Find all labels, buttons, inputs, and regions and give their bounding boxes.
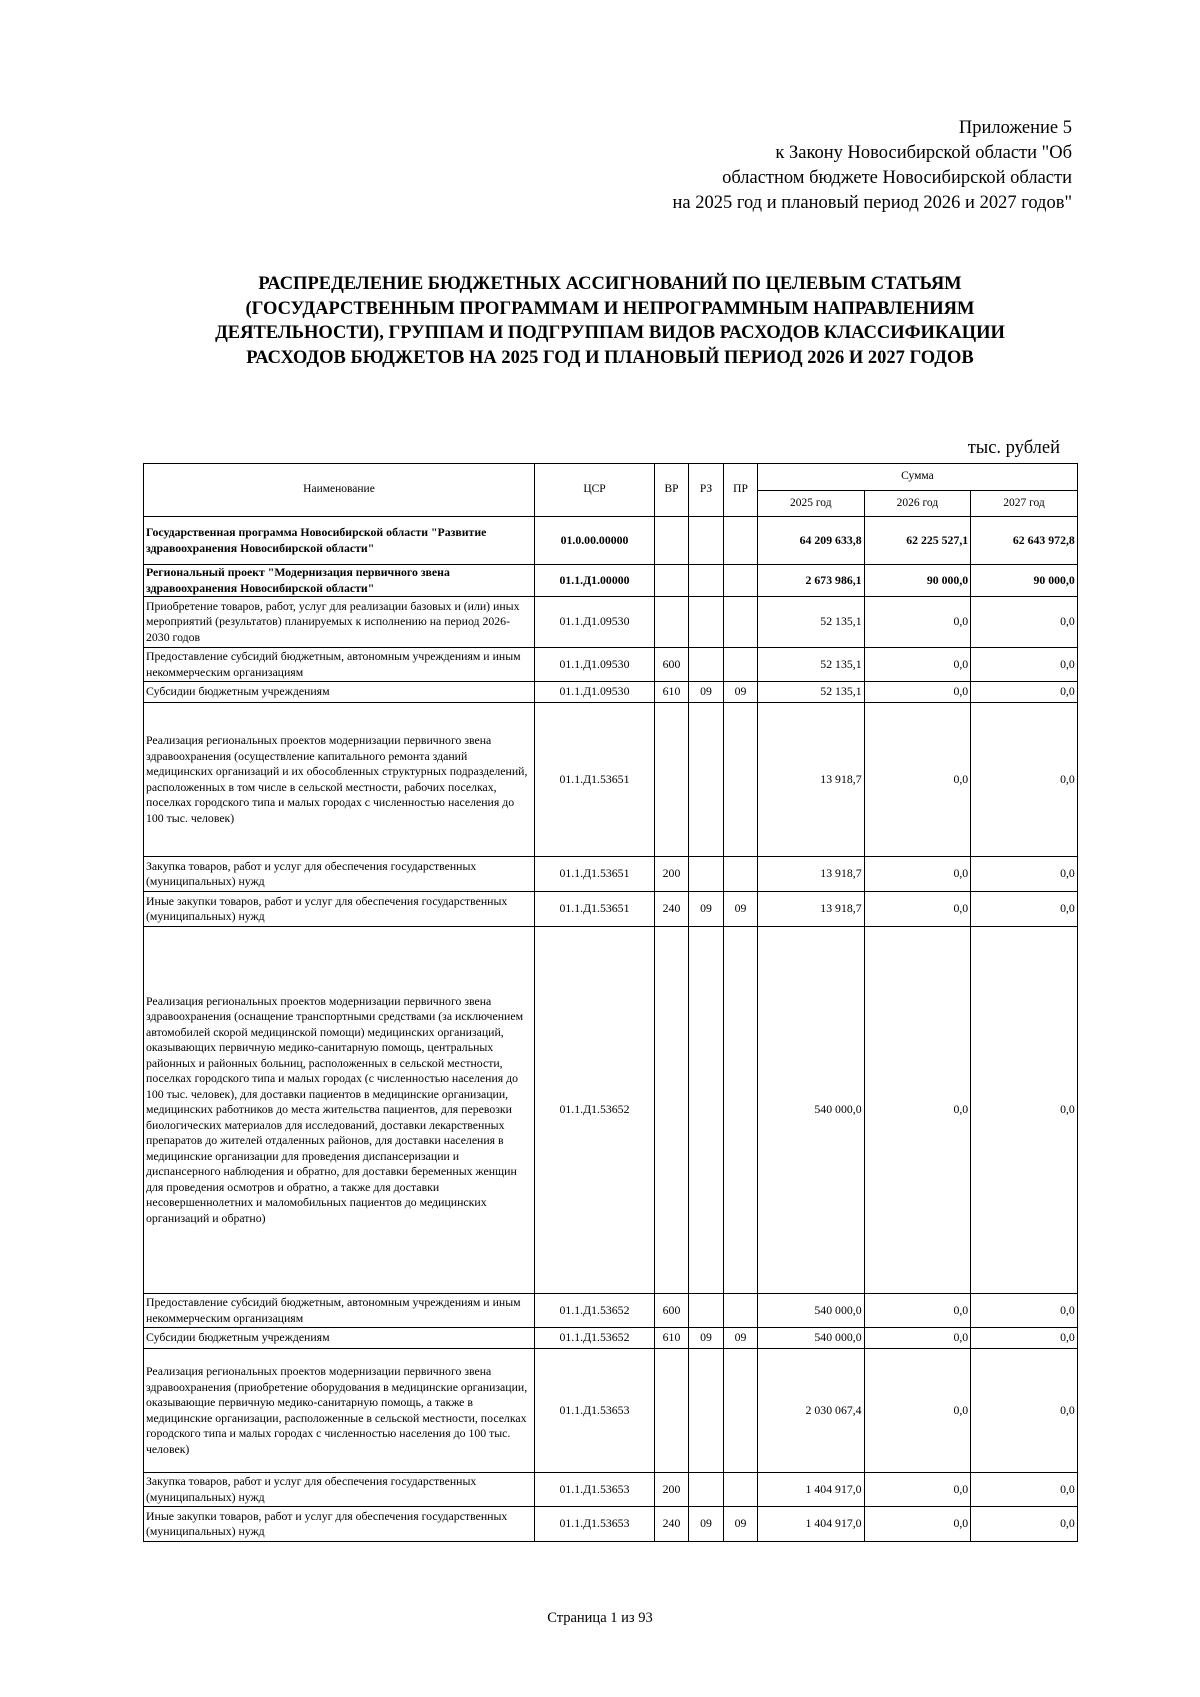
row-rz: 09	[689, 682, 724, 703]
row-2026: 0,0	[864, 1294, 971, 1328]
row-rz	[689, 648, 724, 682]
row-name: Закупка товаров, работ и услуг для обеспечения государственных (муниципальных) нужд	[144, 1473, 535, 1507]
row-csr: 01.1.Д1.09530	[535, 648, 655, 682]
row-2025: 13 918,7	[758, 857, 865, 892]
row-rz	[689, 1349, 724, 1473]
row-2026: 0,0	[864, 1349, 971, 1473]
row-rz	[689, 597, 724, 648]
row-2025: 52 135,1	[758, 648, 865, 682]
row-vr	[655, 1349, 689, 1473]
row-vr: 610	[655, 682, 689, 703]
row-2026: 62 225 527,1	[864, 517, 971, 565]
row-rz	[689, 857, 724, 892]
row-rz	[689, 565, 724, 597]
row-rz	[689, 1294, 724, 1328]
row-csr: 01.1.Д1.53652	[535, 927, 655, 1294]
row-vr: 610	[655, 1328, 689, 1349]
row-2025: 2 673 986,1	[758, 565, 865, 597]
row-2026: 0,0	[864, 1507, 971, 1542]
row-name: Иные закупки товаров, работ и услуг для обеспечения государственных (муниципальных) нужд	[144, 892, 535, 927]
row-name: Приобретение товаров, работ, услуг для реализации базовых и (или) иных мероприятий (результатов) планируемых к исполнению на период 2026-2030 годов	[144, 597, 535, 648]
header-2026: 2026 год	[864, 491, 971, 517]
row-2026: 0,0	[864, 682, 971, 703]
row-2027: 0,0	[971, 1473, 1078, 1507]
row-2025: 52 135,1	[758, 682, 865, 703]
row-csr: 01.1.Д1.00000	[535, 565, 655, 597]
row-2027: 0,0	[971, 648, 1078, 682]
row-2027: 0,0	[971, 892, 1078, 927]
row-2027: 0,0	[971, 857, 1078, 892]
row-vr	[655, 597, 689, 648]
appendix-line: к Закону Новосибирской области "Об	[775, 143, 1072, 163]
row-csr: 01.1.Д1.53653	[535, 1473, 655, 1507]
row-2025: 1 404 917,0	[758, 1473, 865, 1507]
row-csr: 01.1.Д1.09530	[535, 597, 655, 648]
row-2025: 2 030 067,4	[758, 1349, 865, 1473]
row-vr	[655, 927, 689, 1294]
row-pr	[724, 1349, 758, 1473]
row-2027: 0,0	[971, 927, 1078, 1294]
units-label: тыс. рублей	[967, 438, 1060, 458]
row-2025: 540 000,0	[758, 927, 865, 1294]
row-name: Государственная программа Новосибирской области "Развитие здравоохранения Новосибирской области"	[144, 517, 535, 565]
row-name: Региональный проект "Модернизация первичного звена здравоохранения Новосибирской области"	[144, 565, 535, 597]
row-2026: 0,0	[864, 927, 971, 1294]
row-2027: 90 000,0	[971, 565, 1078, 597]
header-sum: Сумма	[758, 464, 1078, 491]
row-vr: 600	[655, 648, 689, 682]
row-name: Субсидии бюджетным учреждениям	[144, 682, 535, 703]
row-name: Реализация региональных проектов модернизации первичного звена здравоохранения (осуществление капитального ремонта зданий медицинских организаций и их обособленных структурных подразделений, расположенных в том числе в сельской местности, рабочих поселках, поселках городского типа и малых городах с численностью населения до 100 тыс. человек)	[144, 703, 535, 857]
row-2025: 52 135,1	[758, 597, 865, 648]
page-number: Страница 1 из 93	[547, 1610, 653, 1626]
row-pr	[724, 703, 758, 857]
row-2026: 0,0	[864, 648, 971, 682]
row-2027: 0,0	[971, 1349, 1078, 1473]
row-vr	[655, 565, 689, 597]
row-name: Реализация региональных проектов модернизации первичного звена здравоохранения (приобретение оборудования в медицинские организации, оказывающие первичную медико-санитарную помощь, а также в медицинские организации, расположенные в сельской местности, поселках городского типа и малых городах с численностью населения до 100 тыс. человек)	[144, 1349, 535, 1473]
row-pr	[724, 648, 758, 682]
row-vr	[655, 517, 689, 565]
row-pr	[724, 565, 758, 597]
row-rz: 09	[689, 1328, 724, 1349]
row-pr	[724, 1294, 758, 1328]
row-2026: 0,0	[864, 1473, 971, 1507]
document-title	[140, 272, 1080, 370]
table-row	[144, 1473, 1078, 1507]
table-row	[144, 1507, 1078, 1542]
row-pr: 09	[724, 1328, 758, 1349]
table-row	[144, 565, 1078, 597]
header-name: Наименование	[144, 464, 535, 517]
row-csr: 01.1.Д1.53651	[535, 703, 655, 857]
row-csr: 01.1.Д1.53651	[535, 892, 655, 927]
row-name: Закупка товаров, работ и услуг для обеспечения государственных (муниципальных) нужд	[144, 857, 535, 892]
row-csr: 01.1.Д1.09530	[535, 682, 655, 703]
row-2026: 0,0	[864, 703, 971, 857]
row-name: Реализация региональных проектов модернизации первичного звена здравоохранения (оснащение транспортными средствами (за исключением автомобилей скорой медицинской помощи) медицинских организаций, оказывающих первичную медико-санитарную помощь, центральных районных и районных больниц, расположенных в сельской местности, поселках городского типа и малых городах (с численностью населения до 100 тыс. человек), для доставки пациентов в медицинские организации, медицинских работников до места жительства пациентов, для перевозки биологических материалов для исследований, доставки лекарственных препаратов до жителей отдаленных районов, для доставки населения в медицинские организации для проведения диспансеризации и диспансерного наблюдения и обратно, для доставки беременных женщин для проведения осмотров и обратно, а также для доставки несовершеннолетних и маломобильных пациентов до медицинских организаций и обратно)	[144, 927, 535, 1294]
row-rz: 09	[689, 892, 724, 927]
row-2027: 0,0	[971, 597, 1078, 648]
row-vr	[655, 703, 689, 857]
row-name: Предоставление субсидий бюджетным, автономным учреждениям и иным некоммерческим организациям	[144, 648, 535, 682]
header-csr: ЦСР	[535, 464, 655, 517]
row-csr: 01.0.00.00000	[535, 517, 655, 565]
table-row	[144, 682, 1078, 703]
row-2026: 0,0	[864, 892, 971, 927]
row-2026: 0,0	[864, 1328, 971, 1349]
table-row	[144, 857, 1078, 892]
appendix-line: на 2025 год и плановый период 2026 и 2027 годов"	[672, 193, 1072, 213]
appendix-line: Приложение 5	[958, 118, 1072, 138]
row-2025: 13 918,7	[758, 703, 865, 857]
table-row	[144, 1349, 1078, 1473]
row-pr	[724, 927, 758, 1294]
table-row	[144, 597, 1078, 648]
header-pr: ПР	[724, 464, 758, 517]
table-body	[144, 517, 1078, 1542]
table-row	[144, 892, 1078, 927]
row-2026: 0,0	[864, 857, 971, 892]
header-vr: ВР	[655, 464, 689, 517]
row-pr	[724, 1473, 758, 1507]
row-rz: 09	[689, 1507, 724, 1542]
row-2025: 13 918,7	[758, 892, 865, 927]
row-2027: 0,0	[971, 1507, 1078, 1542]
row-2027: 0,0	[971, 682, 1078, 703]
row-2027: 0,0	[971, 1294, 1078, 1328]
table-row	[144, 517, 1078, 565]
row-vr: 240	[655, 892, 689, 927]
row-vr: 600	[655, 1294, 689, 1328]
row-2025: 540 000,0	[758, 1328, 865, 1349]
row-rz	[689, 1473, 724, 1507]
row-csr: 01.1.Д1.53653	[535, 1507, 655, 1542]
row-rz	[689, 517, 724, 565]
row-pr	[724, 517, 758, 565]
row-2026: 0,0	[864, 597, 971, 648]
row-2027: 0,0	[971, 1328, 1078, 1349]
row-pr	[724, 857, 758, 892]
row-csr: 01.1.Д1.53652	[535, 1328, 655, 1349]
table-row	[144, 703, 1078, 857]
table-row	[144, 1328, 1078, 1349]
table-row	[144, 648, 1078, 682]
row-2025: 1 404 917,0	[758, 1507, 865, 1542]
budget-table	[143, 463, 1078, 1542]
header-2025: 2025 год	[758, 491, 865, 517]
row-name: Предоставление субсидий бюджетным, автономным учреждениям и иным некоммерческим организациям	[144, 1294, 535, 1328]
row-2026: 90 000,0	[864, 565, 971, 597]
title-line: (ГОСУДАРСТВЕННЫМ ПРОГРАММАМ И НЕПРОГРАММНЫМ НАПРАВЛЕНИЯМ	[245, 298, 975, 319]
title-line: РАСПРЕДЕЛЕНИЕ БЮДЖЕТНЫХ АССИГНОВАНИЙ ПО ЦЕЛЕВЫМ СТАТЬЯМ	[258, 274, 962, 294]
appendix-caption	[512, 116, 1072, 216]
row-name: Субсидии бюджетным учреждениям	[144, 1328, 535, 1349]
appendix-line: областном бюджете Новосибирской области	[722, 168, 1072, 188]
row-pr: 09	[724, 682, 758, 703]
row-csr: 01.1.Д1.53651	[535, 857, 655, 892]
row-vr: 240	[655, 1507, 689, 1542]
title-line: ДЕЯТЕЛЬНОСТИ), ГРУППАМ И ПОДГРУППАМ ВИДОВ РАСХОДОВ КЛАССИФИКАЦИИ	[215, 323, 1005, 343]
row-pr: 09	[724, 1507, 758, 1542]
row-pr	[724, 597, 758, 648]
row-2027: 0,0	[971, 703, 1078, 857]
row-2027: 62 643 972,8	[971, 517, 1078, 565]
header-2027: 2027 год	[971, 491, 1078, 517]
table-row	[144, 927, 1078, 1294]
row-name: Иные закупки товаров, работ и услуг для обеспечения государственных (муниципальных) нужд	[144, 1507, 535, 1542]
row-csr: 01.1.Д1.53653	[535, 1349, 655, 1473]
row-csr: 01.1.Д1.53652	[535, 1294, 655, 1328]
title-line: РАСХОДОВ БЮДЖЕТОВ НА 2025 ГОД И ПЛАНОВЫЙ ПЕРИОД 2026 И 2027 ГОДОВ	[246, 347, 974, 368]
row-rz	[689, 703, 724, 857]
row-2025: 64 209 633,8	[758, 517, 865, 565]
row-rz	[689, 927, 724, 1294]
table-row	[144, 1294, 1078, 1328]
row-pr: 09	[724, 892, 758, 927]
row-vr: 200	[655, 1473, 689, 1507]
row-2025: 540 000,0	[758, 1294, 865, 1328]
header-rz: РЗ	[689, 464, 724, 517]
row-vr: 200	[655, 857, 689, 892]
